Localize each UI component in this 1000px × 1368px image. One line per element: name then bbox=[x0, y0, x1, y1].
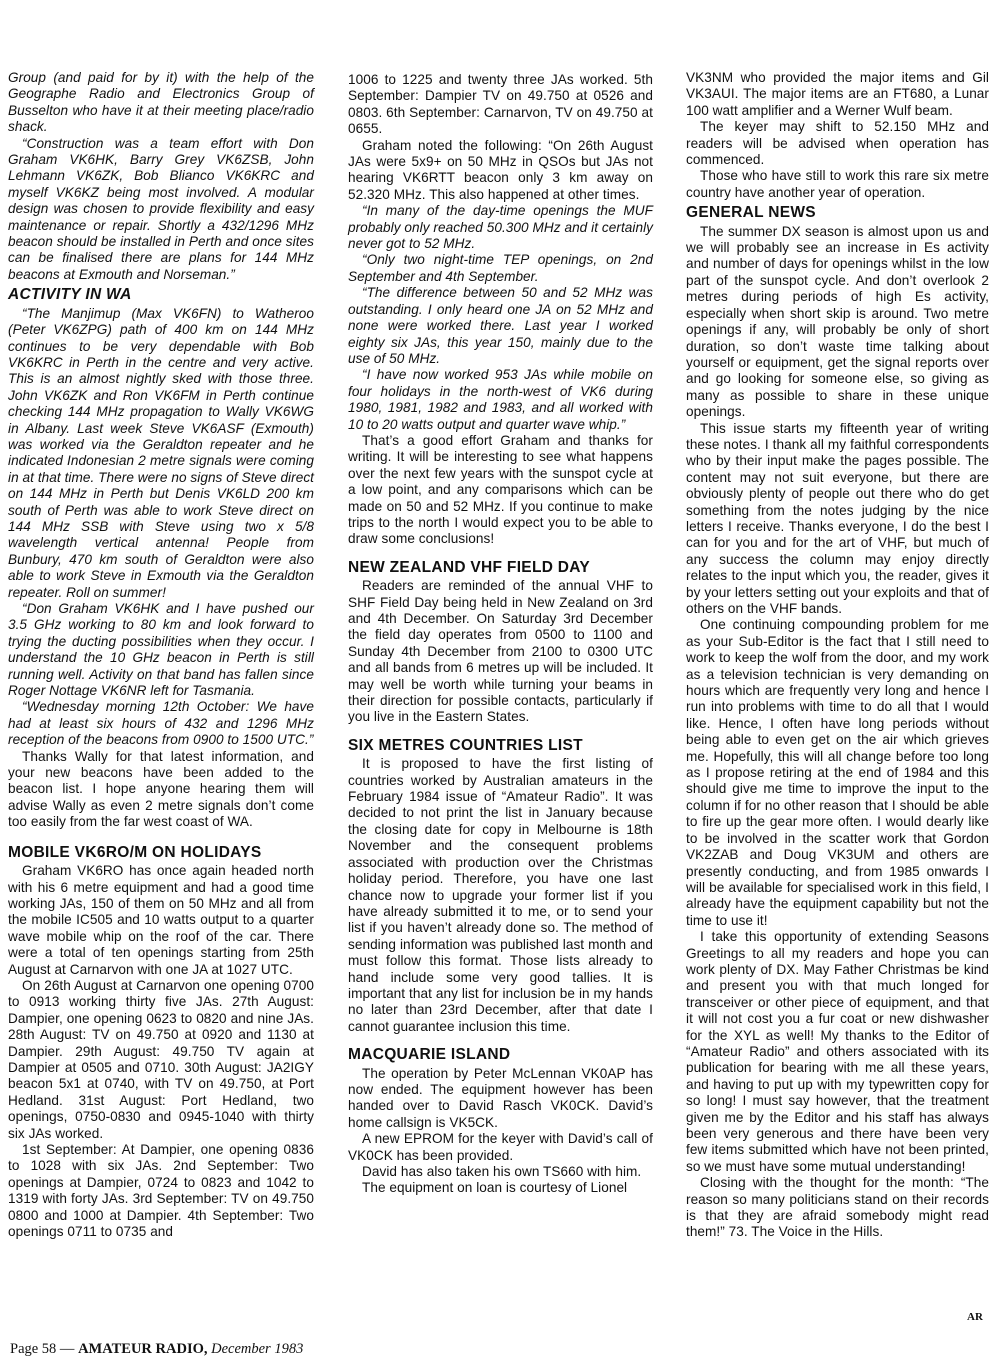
issue-date: December 1983 bbox=[207, 1341, 304, 1357]
paragraph: It is proposed to have the first listing of countries worked by Australian amateurs in the February 1984 issue of “Amateur Radio”. It was decided to not print the list in January because the closing date for copy in Melbourne is 18th November and the consequent problems associated with production over the Christmas holiday period. Therefore, you have one last chance now to upgrade your former list if you have already submitted it to me, or to send your list if you haven’t already done so. The method of sending information was published last month and must follow this format. Those lists already to hand include some very good tallies. It is important that any list for inclusion be in my hands no later than 23rd December, after that date I cannot guarantee inclusion this time. bbox=[348, 756, 653, 1034]
paragraph: 1st September: At Dampier, one opening 0836 to 1028 with six JAs. 2nd September: Two openings at Dampier, 0724 to 0823 and 1042 to 1319 with forty JAs. 3rd September: TV on 49.750 0800 and 1000 at Dampier. 4th September: Two openings 0711 to 0735 and bbox=[8, 1142, 314, 1240]
magazine-name: AMATEUR RADIO, bbox=[78, 1341, 208, 1357]
end-of-article-mark: AR bbox=[967, 1311, 983, 1323]
paragraph: Those who have still to work this rare six metre country have another year of operation. bbox=[686, 168, 989, 200]
section-heading-activity-in-wa: ACTIVITY IN WA bbox=[8, 286, 132, 304]
paragraph: On 26th August at Carnarvon one opening 0700 to 0913 working thirty five JAs. 27th August: Dampier, one opening 0623 to 0820 and nine JAs. 28th August: TV on 49.750 at 0920 and 1130 at Dampier. 29th August: 49.750 TV again at Dampier at 0505 and 0710. 30th August: JA2IGY beacon 5x1 at 0740, with TV on 49.750, at Port Hedland. 31st August: Port Hedland, two openings, 0750-0830 and 0945-1040 with thirty six JAs worked. bbox=[8, 977, 314, 1141]
paragraph: “Only two night-time TEP openings, on 2nd September and 4th September. bbox=[348, 252, 653, 284]
paragraph: Group (and paid for by it) with the help of the Geographe Radio and Electronics Group of Busselton who have it at their meeting place/radio shack. bbox=[8, 70, 314, 135]
section-heading-general-news: GENERAL NEWS bbox=[686, 204, 816, 222]
page-number: Page 58 — bbox=[10, 1341, 79, 1357]
section-heading-mobile-holidays: MOBILE VK6RO/M ON HOLIDAYS bbox=[8, 843, 262, 861]
paragraph: 1006 to 1225 and twenty three JAs worked. 5th September: Dampier TV on 49.750 at 0526 and 0803. 6th September: Carnarvon, TV on 49.750 at 0655. bbox=[348, 72, 653, 137]
section-heading-six-metres-list: SIX METRES COUNTRIES LIST bbox=[348, 736, 583, 754]
paragraph: I take this opportunity of extending Seasons Greetings to all my readers and hope you can work plenty of DX. May Father Christmas be kind and present you with that much longed for transceiver or other piece of equipment, and that it will not cost you a fur coat or new dishwasher for the XYL as well! My thanks to the Editor of “Amateur Radio” and others associated with its publication for bearing with me all these years, and having to put up with my typewritten copy for so long! I must say however, that the treatment given me by the Editor and his staff has always been very generous and there have been very few items submitted which have not been printed, so we must have some mutual understanding! bbox=[686, 929, 989, 1174]
section-heading-nz-field-day: NEW ZEALAND VHF FIELD DAY bbox=[348, 558, 591, 576]
paragraph: “Construction was a team effort with Don Graham VK6HK, Barry Grey VK6ZSB, John Lehmann VK6ZK, Bob Blianco VK6KRC and myself VK6KZ being most involved. A modular design was chosen to provide flexibility and easy maintenance or repair. Shortly a 432/1296 MHz beacon should be installed in Perth and once sites can be finalised there are plans for 144 MHz beacons at Exmouth and Norseman.” bbox=[8, 135, 314, 282]
paragraph: “Wednesday morning 12th October: We have had at least six hours of 432 and 1296 MHz reception of the beacons from 0900 to 1500 UTC.” bbox=[8, 699, 314, 748]
paragraph: Readers are reminded of the annual VHF to SHF Field Day being held in New Zealand on 3rd and 4th December. On Saturday 3rd December the field day operates from 0500 to 1100 and Sunday 4th December from 2100 to 0300 UTC and all bands from 6 metres up will be included. It may well be worth while turning your beams in their direction for possible contacts, particularly if you live in the Eastern States. bbox=[348, 578, 653, 725]
paragraph: The summer DX season is almost upon us and we will probably see an increase in Es activity and number of days for openings whilst in the low part of the sunspot cycle. And don’t overlook 2 metres during periods of high Es activity, especially when short skip is around. Two metre openings if any, will probably be only of short duration, so don’t waste time talking about yourself or equipment, get the signal reports over and go looking for someone else, so giving as many as possible to share in these unique openings. bbox=[686, 223, 989, 420]
section-heading-macquarie-island: MACQUARIE ISLAND bbox=[348, 1046, 511, 1064]
column-2 bbox=[348, 72, 653, 1197]
paragraph: The operation by Peter McLennan VK0AP has now ended. The equipment however has been handed over to David Rasch VK0CK. David’s home callsign is VK5CK. bbox=[348, 1065, 653, 1130]
paragraph: David has also taken his own TS660 with him. bbox=[362, 1164, 642, 1179]
paragraph: That’s a good effort Graham and thanks for writing. It will be interesting to see what happens over the next few years with the sunspot cycle at a low point, and any comparisons which can be made on 50 and 52 MHz. If you continue to make trips to the north I would expect you to be able to draw some conclusions! bbox=[348, 432, 653, 547]
paragraph: “I have now worked 953 JAs while mobile on four holidays in the north-west of VK6 during 1980, 1981, 1982 and 1983, and all worked with 10 to 20 watts output and quarter wave whip.” bbox=[348, 367, 653, 432]
paragraph: “The Manjimup (Max VK6FN) to Watheroo (Peter VK6ZPG) path of 400 km on 144 MHz continues to be very dependable with Bob VK6KRC in Perth in the centre and very active. This is an almost nightly sked with those three. John VK6ZK and Ron VK6FM in Perth continue checking 144 MHz propagation to Wally VK6WG in Albany. Last week Steve VK6ASF (Exmouth) was worked via the Geraldton repeater and he indicated Indonesian 2 metre signals were coming in at that time. There were no signs of Steve direct on 144 MHz in Perth but Denis VK6LD 200 km south of Perth was able to work Steve direct on 144 MHz SSB with Steve using two x 5/8 wavelength vertical antenna! People from Bunbury, 470 km south of Geraldton were also able to work Steve in Exmouth via the Geraldton repeater. Roll on summer! bbox=[8, 305, 314, 600]
paragraph: The keyer may shift to 52.150 MHz and readers will be advised when operation has commenced. bbox=[686, 119, 989, 168]
paragraph: The equipment on loan is courtesy of Lionel bbox=[362, 1180, 628, 1196]
paragraph: “The difference between 50 and 52 MHz was outstanding. I only heard one JA on 52 MHz and none were worked there. Last year I worked eighty six JAs, this year 150, mainly due to the use of 50 MHz. bbox=[348, 285, 653, 366]
paragraph: “Don Graham VK6HK and I have pushed our 3.5 GHz working to 80 km and look forward to trying the ducting possibilities when they occur. I understand the 10 GHz beacon in Perth is still running well. Activity on that band has fallen since Roger Nottage VK6NR left for Tasmania. bbox=[8, 601, 314, 699]
paragraph: This issue starts my fifteenth year of writing these notes. I thank all my faithful correspondents who by their input make the pages possible. The content may not suit everyone, but there are obviously plenty of people out there who do get something from the notes judging by the nice letters I receive. Thanks everyone, I do the best I can for you and for the art of VHF, but much of any success the column may enjoy directly relates to the input which you, the reader, gives it by your letters setting out your exploits and that of others on the VHF bands. bbox=[686, 420, 989, 616]
paragraph: VK3NM who provided the major items and Gil VK3AUI. The major items are an FT680, a Lunar 100 watt amplifier and a Werner Wulf beam. bbox=[686, 70, 989, 118]
paragraph: A new EPROM for the keyer with David’s call of VK0CK has been provided. bbox=[348, 1131, 653, 1163]
column-3 bbox=[686, 70, 989, 1241]
paragraph: Graham noted the following: “On 26th August JAs were 5x9+ on 50 MHz in QSOs but JAs not hearing VK6RTT beacon only 3 km away on 52.320 MHz. This also happened at other times. bbox=[348, 137, 653, 202]
paragraph: Graham VK6RO has once again headed north with his 6 metre equipment and had a good time working JAs, 150 of them on 50 MHz and all from the mobile IC505 and 10 watts output to a quarter wave mobile whip on the roof of the car. There were a total of ten openings starting from 25th August at Carnarvon with one JA at 1027 UTC. bbox=[8, 863, 314, 977]
column-1 bbox=[8, 70, 314, 1240]
paragraph: Closing with the thought for the month: “The reason so many politicians stand on their records is that they are afraid somebody might read them!” 73. The Voice in the Hills. bbox=[686, 1175, 989, 1240]
paragraph: One continuing compounding problem for me as your Sub-Editor is the fact that I still need to work to keep the wolf from the door, and my work as a television technician is very demanding on hours which are frequently very long and hence I run into problems with time to do all that I would like. Hence, I often have long periods without being able to even get on the air which grieves me. Hopefully, this will all change before too long as I propose retiring at the end of 1984 and this should give me time to improve the input to the column if for no other reason that I should be able to fire up the gear more often. I would dearly like to be involved in the scatter work that Gordon VK2ZAB and Doug VK3UM and others are presently conducting, and from 1985 onwards I will be available for specialised work in this field, I already have the equipment capability but not the time to use it! bbox=[686, 617, 989, 928]
paragraph: “In many of the day-time openings the MUF probably only reached 50.300 MHz and it certainly never got to 52 MHz. bbox=[348, 203, 653, 252]
paragraph: Thanks Wally for that latest information, and your new beacons have been added to the beacon list. I hope anyone hearing them will advise Wally as even 2 metre signals don’t come too easily from the far west coast of WA. bbox=[8, 748, 314, 830]
page-footer bbox=[10, 1341, 303, 1358]
